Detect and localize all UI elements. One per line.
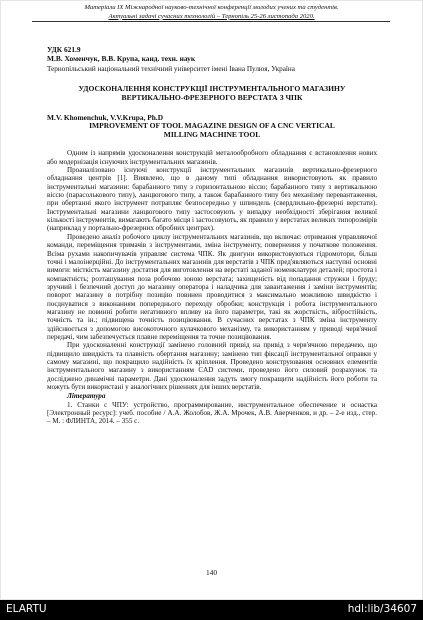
repository-name: ELARTU [6,603,47,615]
paragraph: Проведено аналіз робочого циклу інструментальних магазинів, що включає: отримання управляючої команди, переміщення тримачів з інструментами, зміна інструменту, повернення у початкове положення. Всіма рухами накопичувачів управляє система ЧПК. Як двигуни використовуються гідромотори, більш точні і малоінерційні. До інструментальних магазинів для верстатів з ЧПК пред'являються наступні основні вимоги: місткість магазину достатня для виготовлення на верстаті заданої номенклатури деталей; простота і компактність; розташування поза робочою зоною верстата; захищеність від попадання стружки і бруду; зручний і безпечний доступ до магазину оператора і наладчика для завантаження і заміни інструментів; поворот магазину в потрібну позицію повинен проводитися з максимально можливою швидкістю і поєднуватися з виконанням попереднього переходу обробки; конструкція і робота інструментального магазину не повинні робити негативного впливу на його параметри, такі як жорсткість, вібростійкість, точність та ін.; підвищена точність позиціювання. В сучасних верстатах з ЧПК зміна інструменту здійснюється з допомогою високоточного кулачкового механізму, та використанням у приводі черв'ячної передачі, чим забезпечується плавне переміщення та точне позиціювання. [47,232,377,341]
literature-heading: Література [67,392,106,401]
header-divider [32,21,390,22]
reference-item: 1. Станки с ЧПУ: устройство, программирование, инструментальное обеспечение и оснастка [Электронный ресурс]: учеб. пособие / А.А. Жолобов, Ж.А. Мрочек, А.В. Аверченков, и др. – 2-е изд., стер. – М. : ФЛИНТА, 2014. – 355 с. [47,400,377,426]
paragraph: При удосконаленні конструкції замінено головний привід на привід з черв'ячною передачею, що підвищило швидкість та плавність обертання магазину; замінено тип фіксації інструментальної оправки у самому магазині, що покращило надійність їх кріплення. Проведено конструювання основних елементів інструментального магазину з використанням CAD системи, проведено його силовий розрахунок та досліджено динамічні параметри. Дані удосконалення задуть змогу покращити надійність його роботи та можуть бути використані у аналогічних рішеннях для інших верстатів. [47,341,377,391]
page-number: 140 [205,568,218,577]
affiliation: Тернопільський національний технічний університет імені Івана Пулюя, Україна [47,64,295,73]
authors-ukrainian: М.В. Хоменчук, В.В. Крупа, канд. техн. наук [47,54,196,64]
paragraph: Проаналізовано існуючі конструкції інструментальних магазинів вертикально-фрезерного обладнання центрів [1]. Виявлено, що в даному типі обладнання використовують як правило інструментальні магазини: барабанного типу з горизонтальною віссю; барабанного типу з вертикальною віссю (парасолькового типу), ланцюгового типу, а також барабанного типу без механізму перевантаження, при обертанні якого інструмент потрапляє безпосередньо у шпиндель (свердлильно-фрезерні верстати). Інструментальні магазини ланцюгового типу застосовують у випадку необхідності зберігання великої кількості інструментів, вимагають багато місця і застосовують, як правило у верстатах великих типорозмірів (наприклад у портально-фрезерних обробних центрах). [47,166,377,233]
paragraph: Одним із напрямів удосконалення конструкцій металообробного обладнання є встановлення нових або модернізація існуючих інструментальних магазинів. [47,149,377,166]
header-title-line: Актуальні задачі сучасних технологій – Тернопіль 25-26 листопада 2020. [108,12,315,20]
abstract-text [47,149,377,391]
article-body [47,28,377,426]
handle-link[interactable]: hdl:lib/34607 [347,603,417,615]
header-conference-line: Матеріали IX Міжнародної науково-технічної конференції молодих учених та студентів. [84,4,339,11]
udc-code: УДК 621.9 [47,45,81,54]
authors-english: M.V. Khomenchuk, V.V.Krupa, Ph.D [47,112,164,122]
running-header [0,4,423,21]
repository-footer [0,600,423,620]
title-english: IMPROVEMENT OF TOOL MAGAZINE DESIGN OF A CNC VERTICAL MILLING MACHINE TOOL [89,121,335,139]
title-ukrainian: УДОСКОНАЛЕННЯ КОНСТРУКЦІЇ ІНСТРУМЕНТАЛЬНОГО МАГАЗИНУ ВЕРТИКАЛЬНО-ФРЕЗЕРНОГО ВЕРСТАТА З ЧПК [78,83,346,102]
